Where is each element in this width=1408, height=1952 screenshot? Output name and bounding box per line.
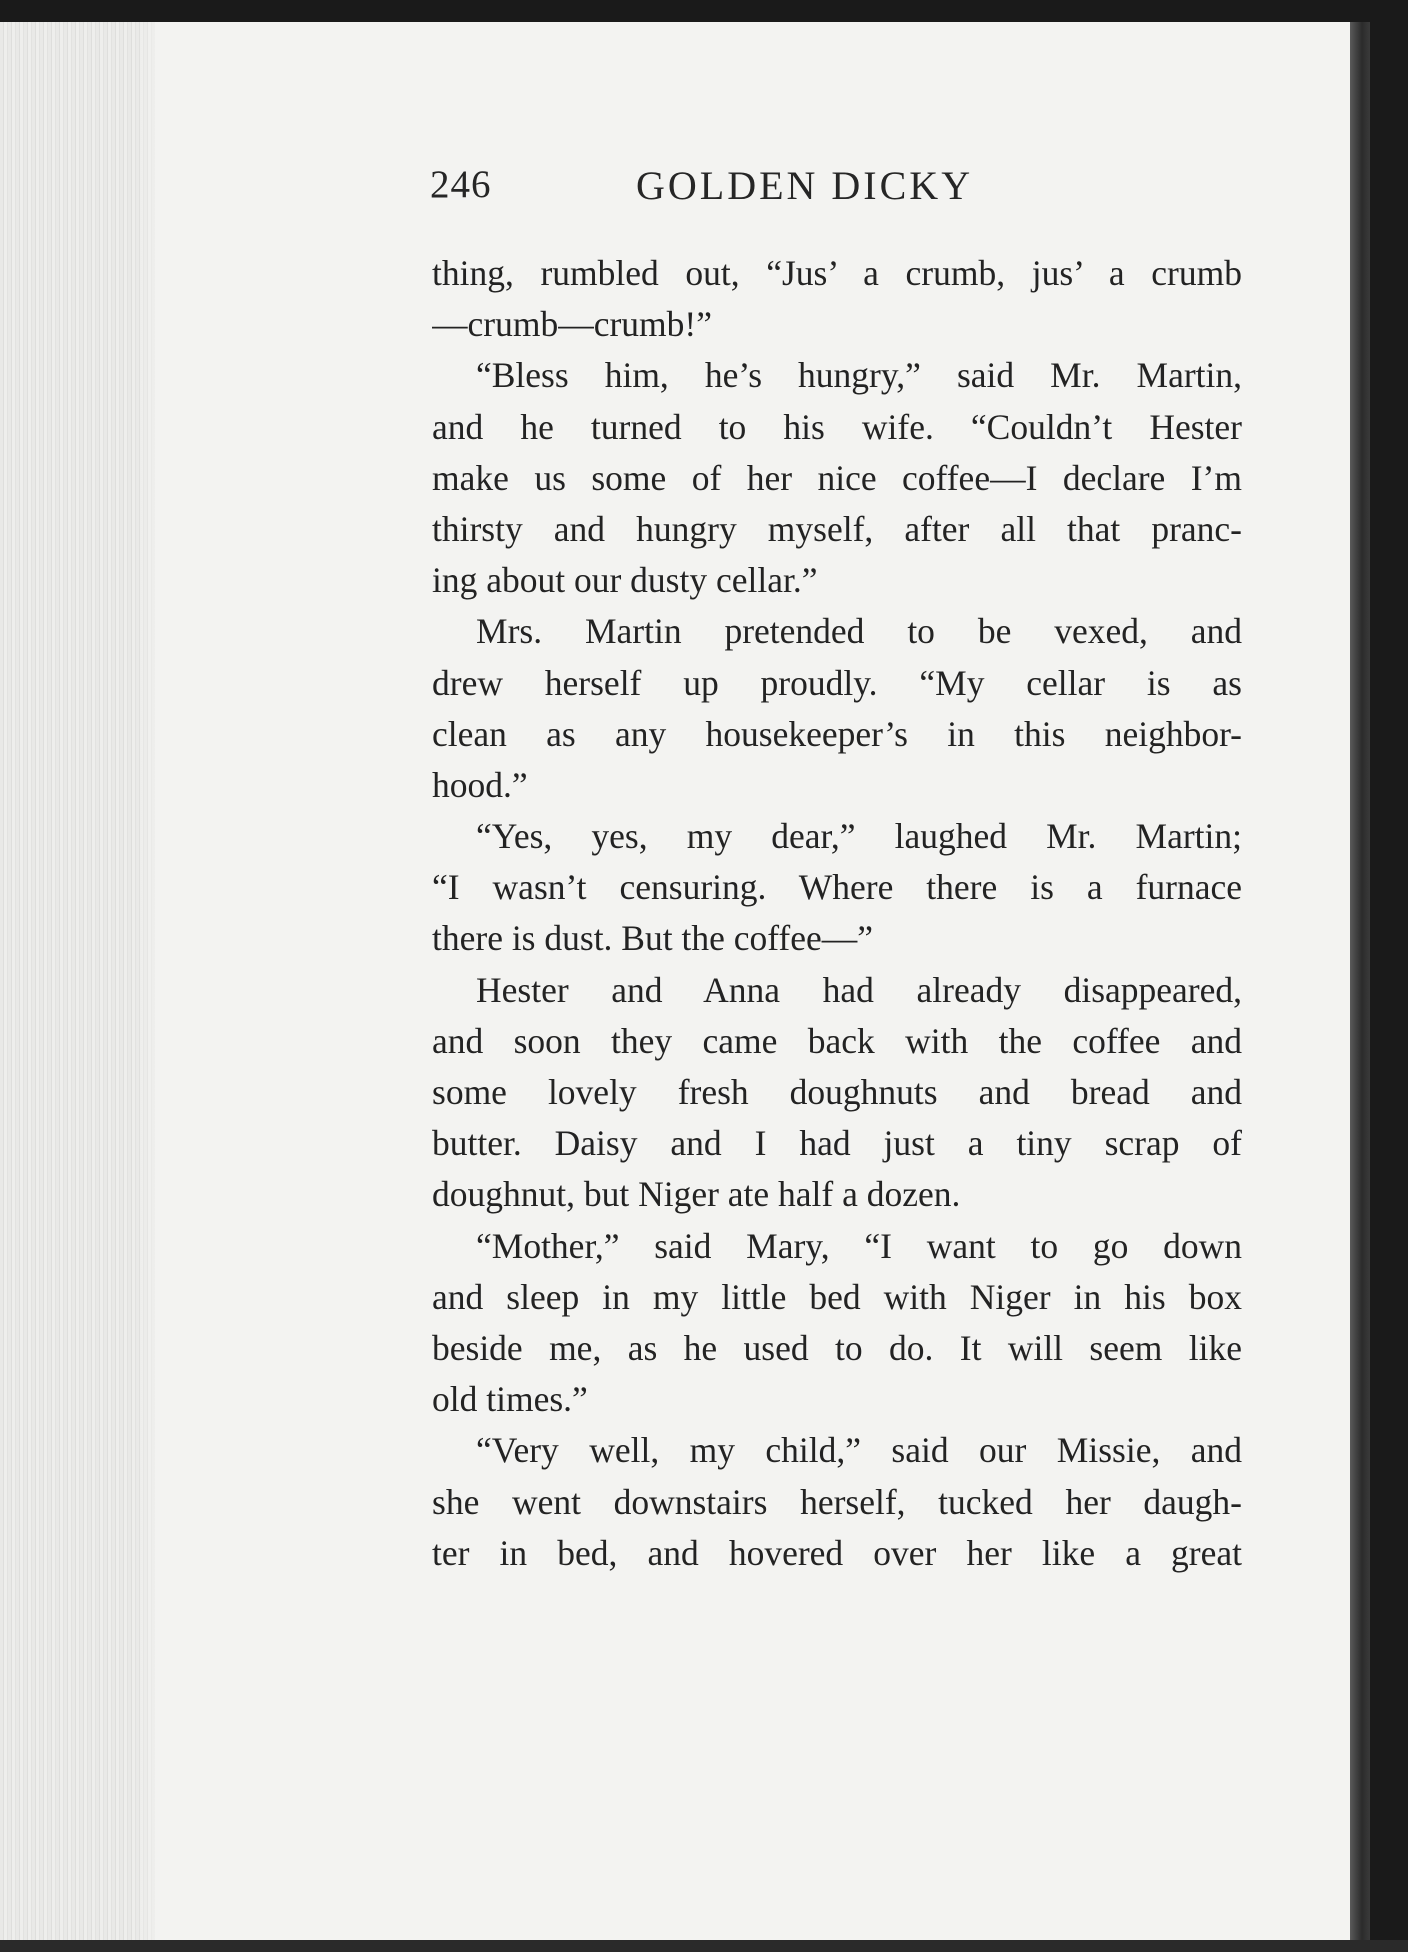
text-line: some lovely fresh doughnuts and bread and [432,1072,1242,1112]
text-line: “Very well, my child,” said our Missie, and [476,1430,1242,1471]
text-line: and he turned to his wife. “Couldn’t Hester [432,406,1242,447]
text-line: “Bless him, he’s hungry,” said Mr. Martin, [476,355,1242,396]
text-line: Mrs. Martin pretended to be vexed, and [476,611,1242,652]
text-line: there is dust. But the coffee—” [432,918,873,959]
text-line: and sleep in my little bed with Niger in his box [432,1276,1242,1317]
text-line: old times.” [432,1379,588,1420]
text-line: ing about our dusty cellar.” [432,560,818,601]
text-line: thing, rumbled out, “Jus’ a crumb, jus’ a crumb [432,253,1242,293]
text-line: doughnut, but Niger ate half a dozen. [432,1174,961,1215]
text-line: “I wasn’t censuring. Where there is a furnace [432,867,1242,908]
text-line: thirsty and hungry myself, after all that pranc- [432,508,1242,549]
text-line: Hester and Anna had already disappeared, [476,969,1242,1010]
body-text [432,248,1242,1579]
book-spine-shadow [1350,22,1370,1952]
text-line: hood.” [432,764,528,805]
text-line: clean as any housekeeper’s in this neighbor- [432,713,1242,754]
book-page [0,22,1350,1942]
text-line: and soon they came back with the coffee and [432,1020,1242,1061]
text-line: ter in bed, and hovered over her like a great [432,1532,1242,1573]
book-title: GOLDEN DICKY [636,163,974,208]
text-line: “Yes, yes, my dear,” laughed Mr. Martin; [476,816,1242,857]
running-head [430,162,1040,222]
text-line: drew herself up proudly. “My cellar is as [432,662,1242,703]
page-number: 246 [430,163,492,206]
text-line: “Mother,” said Mary, “I want to go down [476,1225,1242,1266]
text-line: make us some of her nice coffee—I declare I’m [432,457,1242,498]
text-line: beside me, as he used to do. It will seem like [432,1327,1242,1368]
scan-bottom-edge [0,1940,1408,1952]
text-line: she went downstairs herself, tucked her daugh- [432,1481,1242,1522]
text-line: —crumb—crumb!” [432,304,712,345]
text-line: butter. Daisy and I had just a tiny scrap of [432,1123,1242,1164]
